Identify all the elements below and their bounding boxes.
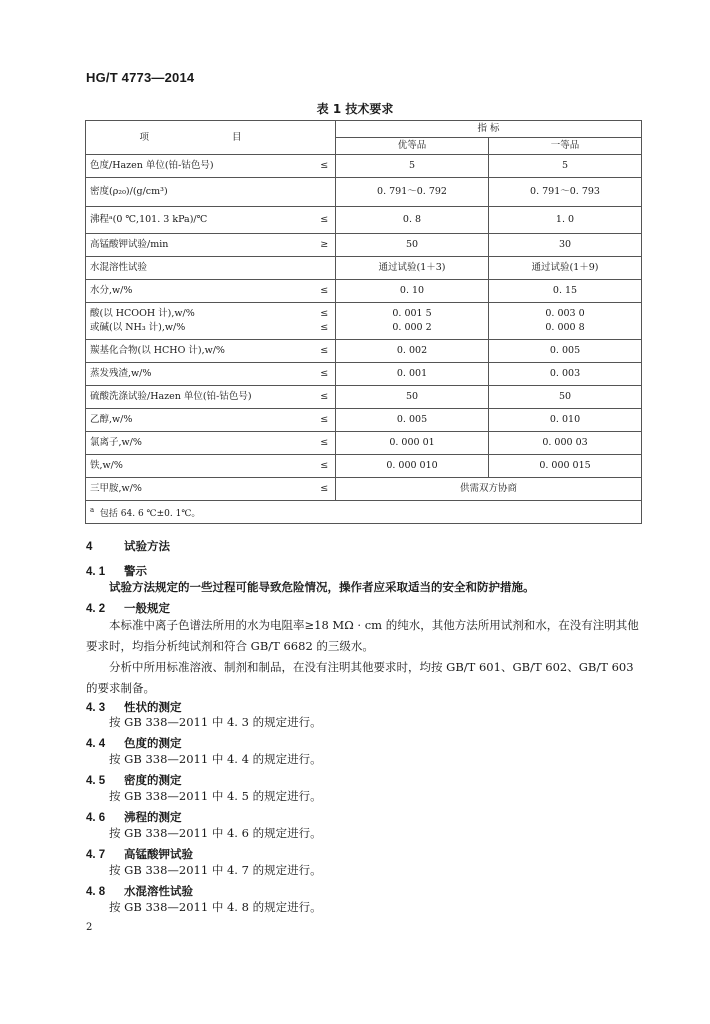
section-title: 一般规定 xyxy=(124,601,170,615)
row-comparator: ≤ xyxy=(314,409,336,432)
row-item: 色度/Hazen 单位(铂-钴色号) xyxy=(86,155,314,178)
row-value-superior: 5 xyxy=(336,155,489,178)
table-row xyxy=(86,178,642,207)
table-row xyxy=(86,340,642,363)
row-item: 水分,w/% xyxy=(86,280,314,303)
row-value-superior xyxy=(336,303,489,340)
page-number: 2 xyxy=(86,922,93,933)
table-row xyxy=(86,478,642,501)
row-value-first: 0. 000 03 xyxy=(489,432,642,455)
section-4-4-text: 按 GB 338—2011 中 4. 4 的规定进行。 xyxy=(109,752,322,766)
section-title: 沸程的测定 xyxy=(124,810,182,824)
row-item: 密度(ρ₂₀)/(g/cm³) xyxy=(86,178,314,207)
section-title: 色度的测定 xyxy=(124,736,182,750)
row-value-first xyxy=(489,303,642,340)
table-row xyxy=(86,207,642,234)
row-item-alkali: 或碱(以 NH₃ 计),w/% xyxy=(90,322,186,333)
section-number: 4. 2 xyxy=(86,603,106,615)
section-4-heading xyxy=(86,538,170,554)
table-row xyxy=(86,155,642,178)
row-value-superior: 0. 791～0. 792 xyxy=(336,178,489,207)
row-value-first: 通过试验(1＋9) xyxy=(489,257,642,280)
row-value-first: 0. 003 xyxy=(489,363,642,386)
section-number: 4. 4 xyxy=(86,738,106,750)
section-title: 试验方法 xyxy=(124,539,170,553)
row-value-first: 5 xyxy=(489,155,642,178)
section-number: 4. 7 xyxy=(86,849,106,861)
row-value-superior-acid: 0. 001 5 xyxy=(392,308,432,319)
row-value-first: 0. 010 xyxy=(489,409,642,432)
row-value-first: 0. 791～0. 793 xyxy=(489,178,642,207)
section-title: 密度的测定 xyxy=(124,773,182,787)
section-4-2-heading xyxy=(86,600,170,616)
row-value-superior-alkali: 0. 000 2 xyxy=(392,322,432,333)
row-comparator-alkali: ≤ xyxy=(320,322,329,333)
section-title: 高锰酸钾试验 xyxy=(124,847,193,861)
footnote-marker: a xyxy=(90,506,95,514)
row-item: 三甲胺,w/% xyxy=(86,478,314,501)
row-comparator-acid: ≤ xyxy=(320,308,329,319)
footnote-text: 包括 64. 6 ℃±0. 1℃。 xyxy=(99,509,201,519)
row-value-first: 1. 0 xyxy=(489,207,642,234)
row-comparator: ≤ xyxy=(314,478,336,501)
section-number: 4. 1 xyxy=(86,566,106,578)
section-number: 4. 3 xyxy=(86,702,106,714)
row-item: 蒸发残渣,w/% xyxy=(86,363,314,386)
row-value-first: 50 xyxy=(489,386,642,409)
row-item: 铁,w/% xyxy=(86,455,314,478)
header-grade-superior: 优等品 xyxy=(336,138,489,155)
section-4-2-paragraph-2: 分析中所用标准溶液、制剂和制品，在没有注明其他要求时，均按 GB/T 601、GB/T 602、GB/T 603 的要求制备。 xyxy=(86,660,634,695)
section-4-5-text: 按 GB 338—2011 中 4. 5 的规定进行。 xyxy=(109,789,322,803)
section-number: 4. 6 xyxy=(86,812,106,824)
row-comparator xyxy=(314,178,336,207)
row-comparator xyxy=(314,303,336,340)
row-value-superior: 0. 001 xyxy=(336,363,489,386)
row-item: 乙醇,w/% xyxy=(86,409,314,432)
row-comparator xyxy=(314,257,336,280)
row-comparator: ≤ xyxy=(314,386,336,409)
row-value-superior: 50 xyxy=(336,386,489,409)
row-comparator: ≤ xyxy=(314,340,336,363)
row-item-acid: 酸(以 HCOOH 计),w/% xyxy=(90,308,195,319)
row-value-first-alkali: 0. 000 8 xyxy=(545,322,585,333)
table-footnote xyxy=(86,501,642,524)
row-value-first: 0. 15 xyxy=(489,280,642,303)
row-value-superior: 0. 8 xyxy=(336,207,489,234)
table-title: 表 1 技术要求 xyxy=(316,102,394,116)
row-comparator: ≤ xyxy=(314,363,336,386)
row-value-superior: 0. 000 01 xyxy=(336,432,489,455)
row-comparator: ≥ xyxy=(314,234,336,257)
row-comparator: ≤ xyxy=(314,207,336,234)
table-row xyxy=(86,386,642,409)
section-number: 4 xyxy=(86,541,93,553)
section-4-8-text: 按 GB 338—2011 中 4. 8 的规定进行。 xyxy=(109,900,322,914)
row-comparator: ≤ xyxy=(314,432,336,455)
row-item: 氯离子,w/% xyxy=(86,432,314,455)
table-row xyxy=(86,455,642,478)
row-value-first: 30 xyxy=(489,234,642,257)
row-value-first-acid: 0. 003 0 xyxy=(545,308,585,319)
row-item: 羰基化合物(以 HCHO 计),w/% xyxy=(86,340,314,363)
section-number: 4. 8 xyxy=(86,886,106,898)
section-title: 水混溶性试验 xyxy=(124,884,193,898)
row-item: 沸程ᵃ(0 ℃,101. 3 kPa)/℃ xyxy=(86,207,314,234)
table-row xyxy=(86,234,642,257)
section-4-7-text: 按 GB 338—2011 中 4. 7 的规定进行。 xyxy=(109,863,322,877)
header-item: 项 目 xyxy=(86,121,336,155)
section-4-3-text: 按 GB 338—2011 中 4. 3 的规定进行。 xyxy=(109,715,322,729)
row-value-superior: 0. 10 xyxy=(336,280,489,303)
row-value-first: 0. 000 015 xyxy=(489,455,642,478)
table-row xyxy=(86,280,642,303)
section-title: 警示 xyxy=(124,564,147,578)
row-item xyxy=(86,303,314,340)
section-4-6-text: 按 GB 338—2011 中 4. 6 的规定进行。 xyxy=(109,826,322,840)
row-value-merged: 供需双方协商 xyxy=(336,478,642,501)
section-4-1-text: 试验方法规定的一些过程可能导致危险情况，操作者应采取适当的安全和防护措施。 xyxy=(109,580,535,594)
row-item: 水混溶性试验 xyxy=(86,257,314,280)
header-grade-first: 一等品 xyxy=(489,138,642,155)
row-value-superior: 50 xyxy=(336,234,489,257)
row-value-superior: 0. 000 010 xyxy=(336,455,489,478)
section-number: 4. 5 xyxy=(86,775,106,787)
row-item: 硫酸洗涤试验/Hazen 单位(铂-钴色号) xyxy=(86,386,314,409)
table-row xyxy=(86,409,642,432)
row-comparator: ≤ xyxy=(314,455,336,478)
table-row xyxy=(86,363,642,386)
technical-requirements-table xyxy=(85,120,642,524)
row-value-superior: 通过试验(1＋3) xyxy=(336,257,489,280)
row-comparator: ≤ xyxy=(314,155,336,178)
section-4-2-paragraph-1: 本标准中离子色谱法所用的水为电阻率≥18 MΩ · cm 的纯水，其他方法所用试剂和水，在没有注明其他要求时，均指分析纯试剂和符合 GB/T 6682 的三级水。 xyxy=(86,618,639,653)
table-row xyxy=(86,303,642,340)
row-value-superior: 0. 005 xyxy=(336,409,489,432)
header-indicator: 指 标 xyxy=(336,121,642,138)
row-comparator: ≤ xyxy=(314,280,336,303)
row-value-first: 0. 005 xyxy=(489,340,642,363)
table-row xyxy=(86,432,642,455)
row-value-superior: 0. 002 xyxy=(336,340,489,363)
row-item: 高锰酸钾试验/min xyxy=(86,234,314,257)
standard-code: HG/T 4773—2014 xyxy=(86,70,195,85)
table-row xyxy=(86,257,642,280)
section-title: 性状的测定 xyxy=(124,700,182,714)
